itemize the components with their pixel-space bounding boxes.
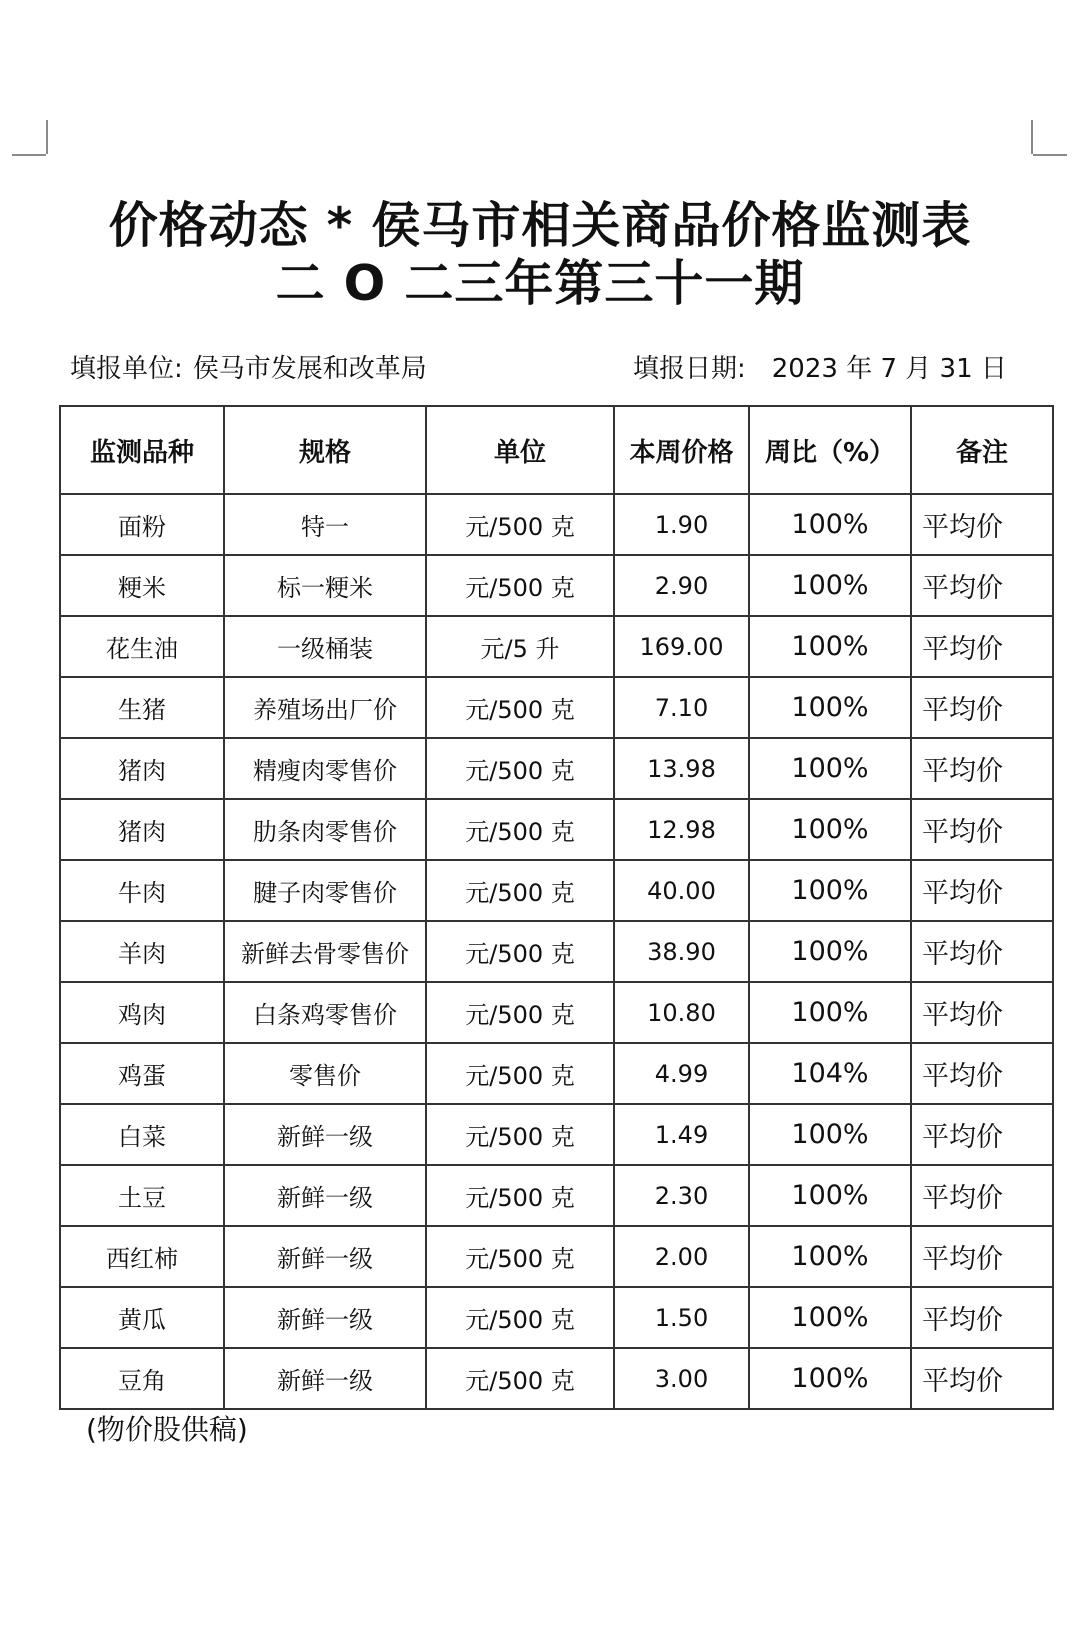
table-cell-chg: 100% xyxy=(749,1348,911,1409)
table-cell-unit: 元/500 克 xyxy=(426,982,614,1043)
table-cell-chg: 100% xyxy=(749,1287,911,1348)
table-cell-note: 平均价 xyxy=(911,1348,1053,1409)
table-cell-item: 鸡蛋 xyxy=(60,1043,224,1104)
table-cell-spec: 白条鸡零售价 xyxy=(224,982,426,1043)
table-cell-unit: 元/500 克 xyxy=(426,860,614,921)
table-cell-unit: 元/500 克 xyxy=(426,1165,614,1226)
table-cell-price: 2.30 xyxy=(614,1165,749,1226)
table-cell-chg: 100% xyxy=(749,1104,911,1165)
table-cell-spec: 特一 xyxy=(224,494,426,555)
table-cell-item: 豆角 xyxy=(60,1348,224,1409)
table-cell-spec: 新鲜一级 xyxy=(224,1165,426,1226)
table-cell-spec: 新鲜一级 xyxy=(224,1287,426,1348)
table-cell-note: 平均价 xyxy=(911,738,1053,799)
table-cell-item: 面粉 xyxy=(60,494,224,555)
document-subtitle: 二 O 二三年第三十一期 xyxy=(275,255,805,312)
reporter-label: 填报单位: xyxy=(70,354,183,384)
column-header-price: 本周价格 xyxy=(614,406,749,494)
table-cell-price: 12.98 xyxy=(614,799,749,860)
date-value: 2023 年 7 月 31 日 xyxy=(771,354,1007,384)
column-header-note: 备注 xyxy=(911,406,1053,494)
table-cell-price: 2.90 xyxy=(614,555,749,616)
table-cell-unit: 元/500 克 xyxy=(426,555,614,616)
table-cell-spec: 肋条肉零售价 xyxy=(224,799,426,860)
date-label: 填报日期: xyxy=(633,354,746,384)
footer-note: (物价股供稿) xyxy=(86,1413,248,1446)
table-row xyxy=(60,860,1053,921)
table-cell-note: 平均价 xyxy=(911,982,1053,1043)
table-cell-chg: 100% xyxy=(749,1226,911,1287)
table-cell-item: 羊肉 xyxy=(60,921,224,982)
table-cell-note: 平均价 xyxy=(911,860,1053,921)
table-row xyxy=(60,1165,1053,1226)
price-table xyxy=(59,405,1054,1410)
reporter-info xyxy=(70,348,427,385)
table-cell-item: 黄瓜 xyxy=(60,1287,224,1348)
table-cell-note: 平均价 xyxy=(911,1104,1053,1165)
crop-mark-top-left-horizontal xyxy=(12,154,46,156)
table-cell-spec: 新鲜一级 xyxy=(224,1226,426,1287)
table-cell-item: 猪肉 xyxy=(60,799,224,860)
table-cell-chg: 100% xyxy=(749,799,911,860)
table-cell-note: 平均价 xyxy=(911,921,1053,982)
table-cell-chg: 104% xyxy=(749,1043,911,1104)
table-cell-price: 13.98 xyxy=(614,738,749,799)
crop-mark-top-left-vertical xyxy=(46,120,48,154)
table-cell-item: 猪肉 xyxy=(60,738,224,799)
table-cell-unit: 元/5 升 xyxy=(426,616,614,677)
table-cell-item: 生猪 xyxy=(60,677,224,738)
table-row xyxy=(60,555,1053,616)
table-row xyxy=(60,1226,1053,1287)
table-cell-note: 平均价 xyxy=(911,494,1053,555)
table-cell-note: 平均价 xyxy=(911,799,1053,860)
table-cell-chg: 100% xyxy=(749,555,911,616)
column-header-unit: 单位 xyxy=(426,406,614,494)
table-cell-unit: 元/500 克 xyxy=(426,1226,614,1287)
column-header-item: 监测品种 xyxy=(60,406,224,494)
table-cell-unit: 元/500 克 xyxy=(426,1043,614,1104)
table-cell-spec: 零售价 xyxy=(224,1043,426,1104)
crop-mark-top-right-horizontal xyxy=(1033,154,1067,156)
crop-mark-top-right-vertical xyxy=(1031,120,1033,154)
table-cell-unit: 元/500 克 xyxy=(426,1348,614,1409)
table-cell-unit: 元/500 克 xyxy=(426,738,614,799)
table-cell-item: 鸡肉 xyxy=(60,982,224,1043)
table-cell-unit: 元/500 克 xyxy=(426,1287,614,1348)
table-cell-spec: 一级桶装 xyxy=(224,616,426,677)
document-title: 价格动态 * 侯马市相关商品价格监测表 xyxy=(108,197,972,254)
table-cell-chg: 100% xyxy=(749,982,911,1043)
table-cell-chg: 100% xyxy=(749,1165,911,1226)
table-row xyxy=(60,982,1053,1043)
column-header-chg: 周比（%） xyxy=(749,406,911,494)
table-body xyxy=(60,494,1053,1409)
table-cell-price: 10.80 xyxy=(614,982,749,1043)
table-cell-unit: 元/500 克 xyxy=(426,494,614,555)
table-cell-spec: 新鲜一级 xyxy=(224,1104,426,1165)
table-row xyxy=(60,799,1053,860)
table-cell-chg: 100% xyxy=(749,738,911,799)
table-cell-price: 38.90 xyxy=(614,921,749,982)
table-cell-unit: 元/500 克 xyxy=(426,799,614,860)
table-cell-spec: 腱子肉零售价 xyxy=(224,860,426,921)
reporter-value: 侯马市发展和改革局 xyxy=(192,354,427,384)
table-cell-price: 1.50 xyxy=(614,1287,749,1348)
table-cell-spec: 标一粳米 xyxy=(224,555,426,616)
table-cell-price: 3.00 xyxy=(614,1348,749,1409)
table-cell-price: 169.00 xyxy=(614,616,749,677)
table-cell-note: 平均价 xyxy=(911,1043,1053,1104)
table-cell-note: 平均价 xyxy=(911,1165,1053,1226)
table-row xyxy=(60,1348,1053,1409)
table-cell-note: 平均价 xyxy=(911,677,1053,738)
table-cell-item: 白菜 xyxy=(60,1104,224,1165)
table-cell-note: 平均价 xyxy=(911,1226,1053,1287)
table-row xyxy=(60,677,1053,738)
table-cell-item: 粳米 xyxy=(60,555,224,616)
table-cell-item: 花生油 xyxy=(60,616,224,677)
table-cell-chg: 100% xyxy=(749,677,911,738)
report-date-info xyxy=(633,348,1007,385)
table-cell-unit: 元/500 克 xyxy=(426,921,614,982)
table-cell-price: 7.10 xyxy=(614,677,749,738)
table-cell-chg: 100% xyxy=(749,860,911,921)
table-cell-spec: 新鲜去骨零售价 xyxy=(224,921,426,982)
table-row xyxy=(60,1104,1053,1165)
table-cell-unit: 元/500 克 xyxy=(426,677,614,738)
table-cell-item: 土豆 xyxy=(60,1165,224,1226)
table-cell-price: 40.00 xyxy=(614,860,749,921)
table-cell-item: 牛肉 xyxy=(60,860,224,921)
table-cell-spec: 新鲜一级 xyxy=(224,1348,426,1409)
table-cell-spec: 精瘦肉零售价 xyxy=(224,738,426,799)
table-cell-unit: 元/500 克 xyxy=(426,1104,614,1165)
table-cell-price: 4.99 xyxy=(614,1043,749,1104)
table-row xyxy=(60,921,1053,982)
table-cell-price: 1.49 xyxy=(614,1104,749,1165)
column-header-spec: 规格 xyxy=(224,406,426,494)
table-cell-note: 平均价 xyxy=(911,616,1053,677)
table-cell-chg: 100% xyxy=(749,921,911,982)
table-cell-note: 平均价 xyxy=(911,555,1053,616)
table-cell-price: 1.90 xyxy=(614,494,749,555)
table-cell-item: 西红柿 xyxy=(60,1226,224,1287)
table-cell-chg: 100% xyxy=(749,616,911,677)
table-row xyxy=(60,1043,1053,1104)
table-row xyxy=(60,1287,1053,1348)
table-cell-spec: 养殖场出厂价 xyxy=(224,677,426,738)
table-cell-chg: 100% xyxy=(749,494,911,555)
table-row xyxy=(60,616,1053,677)
table-cell-price: 2.00 xyxy=(614,1226,749,1287)
table-row xyxy=(60,738,1053,799)
table-cell-note: 平均价 xyxy=(911,1287,1053,1348)
table-row xyxy=(60,494,1053,555)
table-header-row xyxy=(60,406,1053,494)
